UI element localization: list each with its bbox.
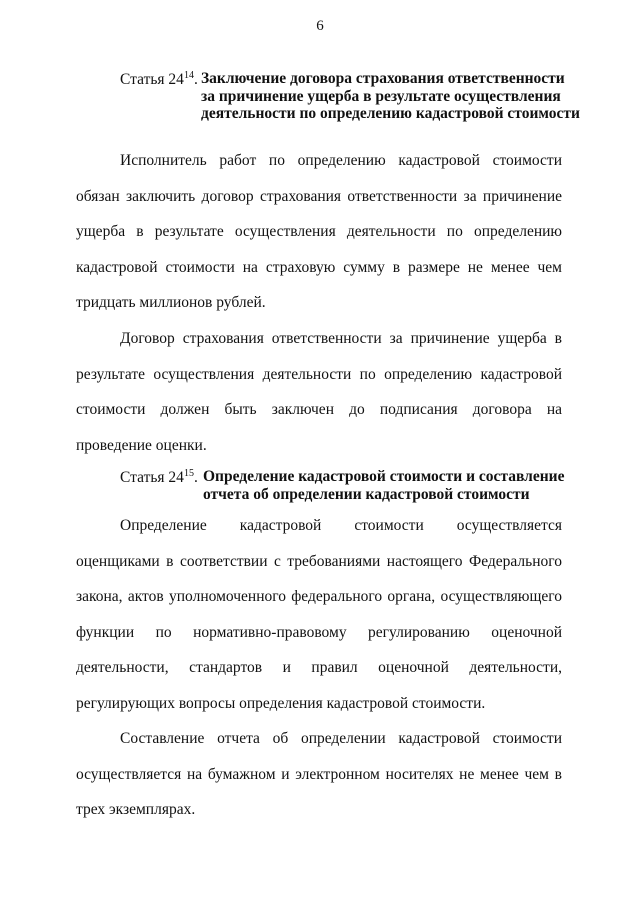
article-label: Статья 24 — [120, 71, 184, 88]
article-superscript: 15 — [183, 468, 194, 479]
paragraph: Исполнитель работ по определению кадастровой стоимости обязан заключить договор страхования ответственности за причинение ущерба в результате осуществления деятельности по определению кадастровой стоимости на страховую сумму в размере не менее чем тридцать миллионов рублей. — [76, 152, 562, 311]
article-title: Определение кадастровой стоимости и составление отчета об определении кадастровой стоимости — [203, 468, 565, 503]
article-number: Статья $24^{14}$. — [120, 70, 198, 88]
page-number: 6 — [316, 18, 324, 34]
paragraph: Составление отчета об определении кадастровой стоимости осуществляется на бумажном и электронном носителях не менее чем в трех экземплярах. — [76, 730, 562, 818]
paragraph: Определение кадастровой стоимости осуществляется оценщиками в соответствии с требованиями настоящего Федерального закона, актов уполномоченного федерального органа, осуществляющего функции по нормативно-правовому регулированию оценочной деятельности, стандартов и правил оценочной деятельности, регулирующих вопросы определения кадастровой стоимости. — [76, 517, 562, 712]
article-superscript: 14 — [183, 70, 194, 81]
article-number: Статья $24^{15}$. — [120, 468, 198, 486]
article-title: Заключение договора страхования ответственности за причинение ущерба в результате осуществления деятельности по определению кадастровой стоимости — [201, 70, 580, 122]
paragraph: Договор страхования ответственности за причинение ущерба в результате осуществления деятельности по определению кадастровой стоимости должен быть заключен до подписания договора на проведение оценки. — [76, 330, 562, 454]
article-label: Статья 24 — [120, 469, 184, 486]
